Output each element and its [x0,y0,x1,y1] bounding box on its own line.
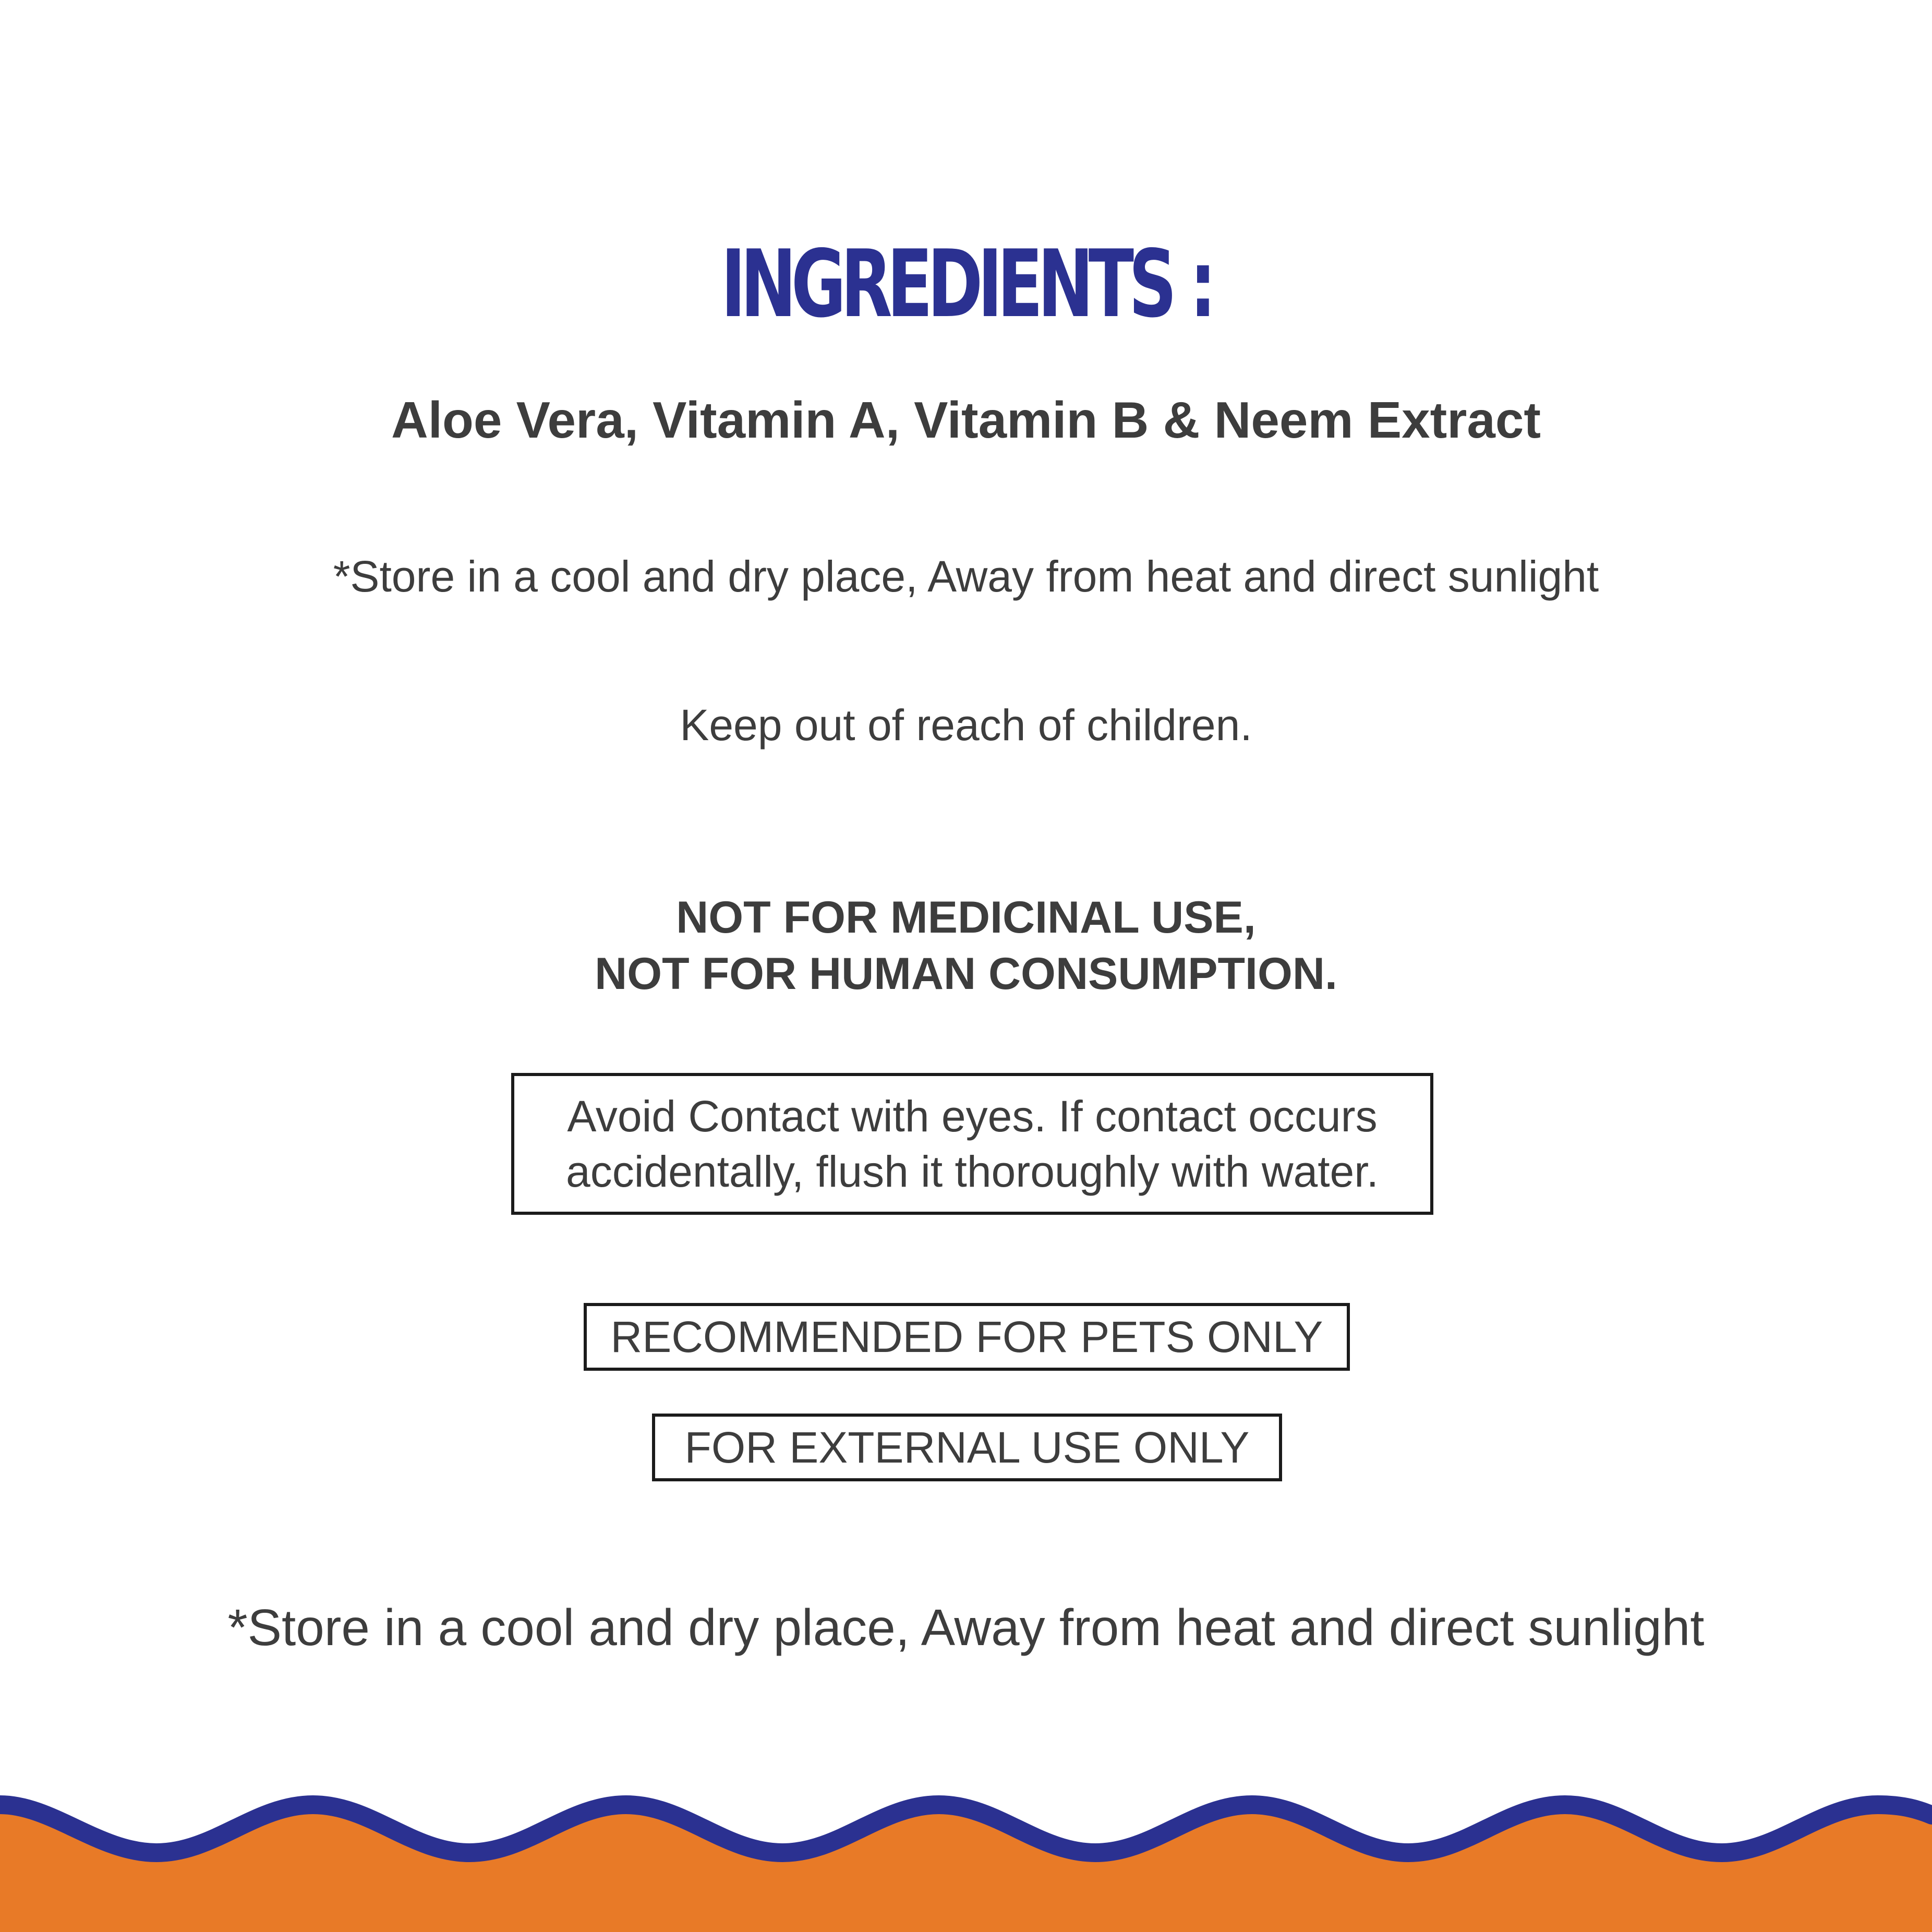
children-warning: Keep out of reach of children. [680,701,1252,750]
ingredients-list: Aloe Vera, Vitamin A, Vitamin B & Neem Extract [391,391,1541,449]
not-medicinal-line: NOT FOR MEDICINAL USE, [676,892,1256,943]
wave-footer-decoration [0,1773,1932,1932]
ingredients-heading: INGREDIENTS : [721,230,1211,338]
eye-warning-line-1: Avoid Contact with eyes. If contact occurs [567,1092,1378,1141]
eye-warning-line-2: accidentally, flush it thoroughly with water. [566,1147,1379,1196]
pets-only-label: RECOMMENDED FOR PETS ONLY [584,1303,1350,1371]
not-human-consumption-line: NOT FOR HUMAN CONSUMPTION. [595,949,1337,999]
external-use-label: FOR EXTERNAL USE ONLY [652,1414,1282,1481]
eye-contact-warning-box [511,1073,1433,1215]
not-for-use-warning [0,889,1932,1002]
storage-note-top: *Store in a cool and dry place, Away from heat and direct sunlight [333,552,1599,601]
storage-note-bottom: *Store in a cool and dry place, Away from heat and direct sunlight [227,1599,1705,1656]
